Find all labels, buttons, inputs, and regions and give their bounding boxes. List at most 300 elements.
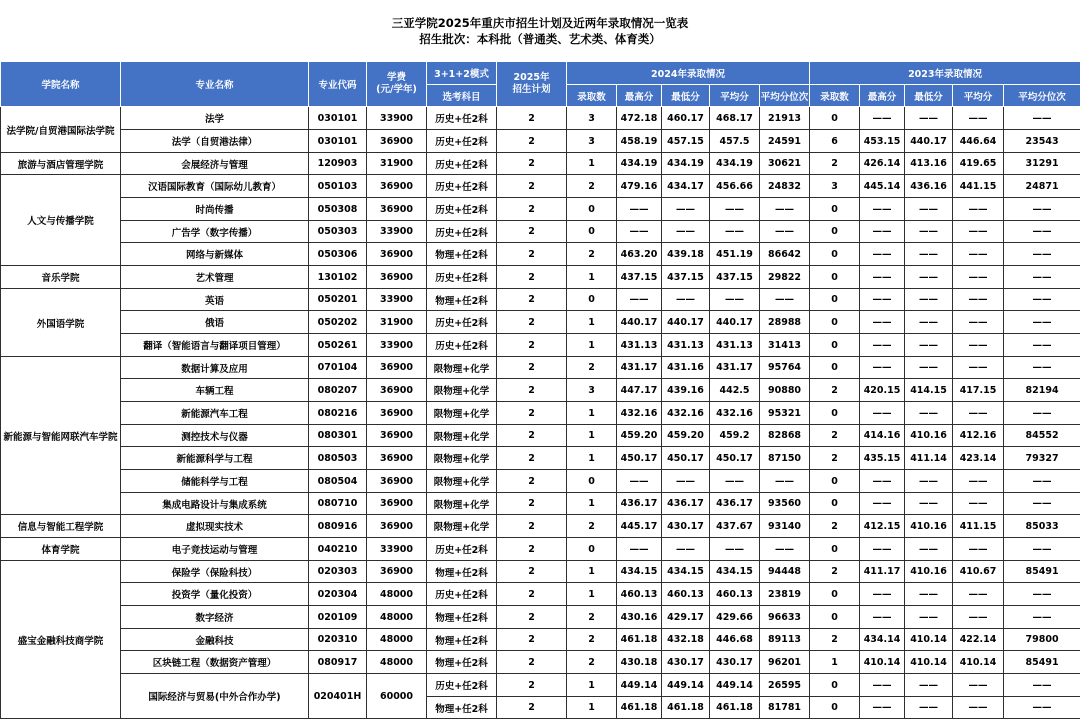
cell-code: 080916	[309, 515, 367, 538]
cell-admitted-2024: 1	[567, 425, 617, 447]
cell-admitted-2024: 1	[567, 266, 617, 289]
cell-max-2023: 434.14	[860, 629, 905, 651]
cell-rank-2023: ——	[1004, 606, 1080, 629]
cell-max-2023: ——	[860, 674, 905, 697]
cell-max-2023: ——	[860, 470, 905, 493]
cell-max-2024: 461.18	[617, 697, 662, 719]
cell-max-2024: 430.18	[617, 651, 662, 674]
cell-rank-2024: 93140	[760, 515, 810, 538]
cell-max-2024: 450.17	[617, 447, 662, 470]
header-plan: 2025年 招生计划	[497, 62, 567, 107]
cell-admitted-2023: 0	[810, 266, 860, 289]
cell-min-2024: 434.17	[662, 175, 710, 198]
table-row	[1, 493, 1080, 515]
cell-rank-2024: 95321	[760, 402, 810, 425]
cell-fee: 33900	[367, 538, 427, 561]
cell-max-2023: ——	[860, 357, 905, 379]
cell-code: 020109	[309, 606, 367, 629]
cell-max-2023: ——	[860, 266, 905, 289]
cell-fee: 36900	[367, 515, 427, 538]
cell-plan: 2	[497, 334, 567, 357]
cell-code: 020310	[309, 629, 367, 651]
cell-plan: 2	[497, 175, 567, 198]
table-row	[1, 266, 1080, 289]
cell-min-2023: 414.15	[905, 379, 953, 402]
header-college: 学院名称	[1, 62, 121, 107]
cell-min-2024: 429.17	[662, 606, 710, 629]
cell-subjects: 历史+任2科	[427, 130, 497, 153]
cell-code: 050308	[309, 198, 367, 221]
cell-major: 虚拟现实技术	[121, 515, 309, 538]
cell-avg-2023: 446.64	[953, 130, 1004, 153]
cell-avg-2023: 422.14	[953, 629, 1004, 651]
cell-avg-2024: 434.19	[710, 153, 760, 175]
cell-min-2024: 437.15	[662, 266, 710, 289]
cell-avg-2023: ——	[953, 538, 1004, 561]
cell-avg-2024: 451.19	[710, 243, 760, 266]
cell-max-2024: 461.18	[617, 629, 662, 651]
cell-subjects: 历史+任2科	[427, 538, 497, 561]
cell-avg-2024: 436.17	[710, 493, 760, 515]
cell-rank-2023: 85491	[1004, 561, 1080, 583]
cell-avg-2024: 446.68	[710, 629, 760, 651]
cell-rank-2023: ——	[1004, 583, 1080, 606]
cell-major: 新能源科学与工程	[121, 447, 309, 470]
cell-code: 070104	[309, 357, 367, 379]
cell-rank-2023: 23543	[1004, 130, 1080, 153]
cell-min-2023: ——	[905, 493, 953, 515]
table-row	[1, 130, 1080, 153]
cell-major: 翻译（智能语言与翻译项目管理）	[121, 334, 309, 357]
table-row	[1, 629, 1080, 651]
header-avg-2024: 平均分	[710, 85, 760, 107]
cell-min-2024: 432.18	[662, 629, 710, 651]
header-admitted-2023: 录取数	[810, 85, 860, 107]
table-row	[1, 311, 1080, 334]
cell-rank-2023: 84552	[1004, 425, 1080, 447]
cell-avg-2023: ——	[953, 311, 1004, 334]
header-rank-2024: 平均分位次	[760, 85, 810, 107]
cell-rank-2024: 31413	[760, 334, 810, 357]
cell-admitted-2023: 0	[810, 198, 860, 221]
cell-min-2023: 410.14	[905, 629, 953, 651]
cell-major: 测控技术与仪器	[121, 425, 309, 447]
cell-plan: 2	[497, 561, 567, 583]
table-row	[1, 538, 1080, 561]
cell-avg-2023: ——	[953, 493, 1004, 515]
cell-admitted-2023: 2	[810, 561, 860, 583]
cell-major: 汉语国际教育（国际幼儿教育）	[121, 175, 309, 198]
cell-subjects: 历史+任2科	[427, 107, 497, 130]
cell-rank-2024: 87150	[760, 447, 810, 470]
table-row	[1, 674, 1080, 697]
cell-code: 080504	[309, 470, 367, 493]
cell-avg-2024: 450.17	[710, 447, 760, 470]
cell-code: 030101	[309, 107, 367, 130]
cell-code: 080503	[309, 447, 367, 470]
cell-rank-2023: ——	[1004, 493, 1080, 515]
cell-college: 音乐学院	[1, 266, 121, 289]
cell-min-2024: 457.15	[662, 130, 710, 153]
cell-min-2024: 450.17	[662, 447, 710, 470]
cell-max-2023: ——	[860, 583, 905, 606]
cell-avg-2024: 429.66	[710, 606, 760, 629]
cell-min-2023: ——	[905, 402, 953, 425]
cell-rank-2023: 85033	[1004, 515, 1080, 538]
cell-min-2023: ——	[905, 470, 953, 493]
cell-major: 区块链工程（数据资产管理）	[121, 651, 309, 674]
cell-avg-2023: ——	[953, 606, 1004, 629]
cell-max-2023: ——	[860, 243, 905, 266]
cell-rank-2024: 23819	[760, 583, 810, 606]
cell-major: 国际经济与贸易(中外合作办学)	[121, 674, 309, 719]
cell-avg-2024: 461.18	[710, 697, 760, 719]
cell-rank-2023: 31291	[1004, 153, 1080, 175]
table-row	[1, 583, 1080, 606]
cell-fee: 48000	[367, 629, 427, 651]
cell-rank-2023: ——	[1004, 697, 1080, 719]
cell-subjects: 历史+任2科	[427, 334, 497, 357]
cell-min-2023: ——	[905, 606, 953, 629]
cell-major: 集成电路设计与集成系统	[121, 493, 309, 515]
table-row	[1, 357, 1080, 379]
cell-fee: 33900	[367, 221, 427, 243]
cell-min-2023: 413.16	[905, 153, 953, 175]
cell-fee: 36900	[367, 493, 427, 515]
cell-rank-2023: ——	[1004, 289, 1080, 311]
cell-min-2024: 436.17	[662, 493, 710, 515]
cell-rank-2023: ——	[1004, 538, 1080, 561]
cell-fee: 31900	[367, 153, 427, 175]
cell-max-2024: 437.15	[617, 266, 662, 289]
cell-max-2024: 463.20	[617, 243, 662, 266]
cell-max-2024: 434.15	[617, 561, 662, 583]
cell-avg-2023: ——	[953, 221, 1004, 243]
cell-code: 040210	[309, 538, 367, 561]
cell-admitted-2024: 2	[567, 606, 617, 629]
cell-admitted-2024: 1	[567, 402, 617, 425]
cell-admitted-2024: 2	[567, 651, 617, 674]
cell-subjects: 物理+任2科	[427, 289, 497, 311]
cell-avg-2023: ——	[953, 289, 1004, 311]
cell-max-2023: ——	[860, 493, 905, 515]
cell-avg-2023: 410.67	[953, 561, 1004, 583]
cell-fee: 36900	[367, 130, 427, 153]
cell-admitted-2023: 0	[810, 402, 860, 425]
cell-code: 050261	[309, 334, 367, 357]
cell-min-2024: 430.17	[662, 515, 710, 538]
cell-min-2023: 440.17	[905, 130, 953, 153]
cell-fee: 36900	[367, 470, 427, 493]
cell-rank-2024: ——	[760, 221, 810, 243]
cell-plan: 2	[497, 493, 567, 515]
cell-min-2023: ——	[905, 266, 953, 289]
cell-max-2024: 434.19	[617, 153, 662, 175]
cell-college: 人文与传播学院	[1, 175, 121, 266]
cell-admitted-2023: 2	[810, 153, 860, 175]
cell-fee: 36900	[367, 175, 427, 198]
cell-avg-2023: ——	[953, 697, 1004, 719]
cell-rank-2024: 81781	[760, 697, 810, 719]
cell-max-2023: ——	[860, 221, 905, 243]
header-min-2023: 最低分	[905, 85, 953, 107]
cell-fee: 60000	[367, 674, 427, 719]
cell-rank-2024: 86642	[760, 243, 810, 266]
cell-rank-2024: 90880	[760, 379, 810, 402]
cell-admitted-2024: 1	[567, 311, 617, 334]
cell-subjects: 限物理+化学	[427, 425, 497, 447]
cell-max-2024: ——	[617, 289, 662, 311]
cell-college: 体育学院	[1, 538, 121, 561]
table-row	[1, 198, 1080, 221]
cell-subjects: 历史+任2科	[427, 311, 497, 334]
cell-avg-2024: 437.67	[710, 515, 760, 538]
cell-college: 新能源与智能网联汽车学院	[1, 357, 121, 515]
header-rank-2023: 平均分位次	[1004, 85, 1080, 107]
cell-rank-2024: 24832	[760, 175, 810, 198]
cell-rank-2023: ——	[1004, 334, 1080, 357]
cell-avg-2023: ——	[953, 470, 1004, 493]
cell-plan: 2	[497, 538, 567, 561]
cell-avg-2023: 441.15	[953, 175, 1004, 198]
cell-subjects: 历史+任2科	[427, 221, 497, 243]
cell-admitted-2024: 2	[567, 515, 617, 538]
cell-rank-2024: 93560	[760, 493, 810, 515]
cell-fee: 36900	[367, 379, 427, 402]
cell-rank-2023: 24871	[1004, 175, 1080, 198]
cell-min-2023: 410.16	[905, 515, 953, 538]
cell-min-2024: ——	[662, 470, 710, 493]
cell-admitted-2024: 2	[567, 357, 617, 379]
cell-min-2023: 410.14	[905, 651, 953, 674]
cell-major: 电子竞技运动与管理	[121, 538, 309, 561]
cell-subjects: 限物理+化学	[427, 470, 497, 493]
cell-avg-2024: ——	[710, 221, 760, 243]
cell-admitted-2024: 3	[567, 107, 617, 130]
cell-avg-2024: 434.15	[710, 561, 760, 583]
cell-min-2023: ——	[905, 583, 953, 606]
cell-major: 储能科学与工程	[121, 470, 309, 493]
cell-fee: 48000	[367, 583, 427, 606]
cell-major: 广告学（数字传播）	[121, 221, 309, 243]
cell-admitted-2024: 0	[567, 470, 617, 493]
cell-rank-2023: ——	[1004, 357, 1080, 379]
cell-fee: 36900	[367, 561, 427, 583]
cell-avg-2024: 459.2	[710, 425, 760, 447]
cell-avg-2023: ——	[953, 198, 1004, 221]
cell-min-2024: 431.13	[662, 334, 710, 357]
cell-subjects: 历史+任2科	[427, 583, 497, 606]
cell-admitted-2023: 0	[810, 470, 860, 493]
cell-admitted-2023: 0	[810, 289, 860, 311]
table-row	[1, 107, 1080, 130]
cell-min-2023: 436.16	[905, 175, 953, 198]
cell-avg-2023: 411.15	[953, 515, 1004, 538]
cell-admitted-2024: 1	[567, 583, 617, 606]
cell-subjects: 历史+任2科	[427, 153, 497, 175]
cell-admitted-2024: 1	[567, 334, 617, 357]
cell-plan: 2	[497, 402, 567, 425]
cell-code: 050103	[309, 175, 367, 198]
cell-plan: 2	[497, 697, 567, 719]
cell-max-2023: 410.14	[860, 651, 905, 674]
cell-min-2024: 449.14	[662, 674, 710, 697]
cell-admitted-2023: 3	[810, 175, 860, 198]
cell-rank-2023: ——	[1004, 311, 1080, 334]
table-row	[1, 447, 1080, 470]
cell-admitted-2024: 1	[567, 493, 617, 515]
cell-max-2024: 432.16	[617, 402, 662, 425]
cell-min-2023: ——	[905, 674, 953, 697]
cell-code: 080710	[309, 493, 367, 515]
cell-max-2023: ——	[860, 311, 905, 334]
cell-max-2024: ——	[617, 538, 662, 561]
cell-code: 020401H	[309, 674, 367, 719]
cell-avg-2023: 419.65	[953, 153, 1004, 175]
cell-rank-2023: ——	[1004, 221, 1080, 243]
cell-max-2024: 440.17	[617, 311, 662, 334]
cell-admitted-2024: 1	[567, 561, 617, 583]
cell-max-2024: 430.16	[617, 606, 662, 629]
cell-code: 080917	[309, 651, 367, 674]
cell-max-2023: 426.14	[860, 153, 905, 175]
cell-max-2023: ——	[860, 402, 905, 425]
cell-max-2024: 458.19	[617, 130, 662, 153]
cell-major: 会展经济与管理	[121, 153, 309, 175]
cell-admitted-2023: 1	[810, 651, 860, 674]
cell-plan: 2	[497, 515, 567, 538]
cell-plan: 2	[497, 651, 567, 674]
cell-min-2024: 434.15	[662, 561, 710, 583]
cell-major: 保险学（保险科技）	[121, 561, 309, 583]
cell-max-2023: ——	[860, 606, 905, 629]
header-subjects: 选考科目	[427, 85, 497, 107]
header-min-2024: 最低分	[662, 85, 710, 107]
cell-admitted-2024: 1	[567, 447, 617, 470]
cell-min-2024: 460.17	[662, 107, 710, 130]
cell-avg-2023: ——	[953, 357, 1004, 379]
cell-plan: 2	[497, 470, 567, 493]
cell-code: 080216	[309, 402, 367, 425]
cell-plan: 2	[497, 266, 567, 289]
cell-major: 投资学（量化投资）	[121, 583, 309, 606]
cell-max-2023: 420.15	[860, 379, 905, 402]
cell-max-2023: 435.15	[860, 447, 905, 470]
cell-max-2023: 412.15	[860, 515, 905, 538]
cell-max-2023: ——	[860, 334, 905, 357]
cell-min-2023: ——	[905, 198, 953, 221]
cell-major: 网络与新媒体	[121, 243, 309, 266]
cell-min-2023: ——	[905, 538, 953, 561]
cell-major: 金融科技	[121, 629, 309, 651]
header-fee: 学费 (元/学年)	[367, 62, 427, 107]
cell-plan: 2	[497, 425, 567, 447]
table-row	[1, 334, 1080, 357]
cell-subjects: 物理+任2科	[427, 606, 497, 629]
cell-plan: 2	[497, 606, 567, 629]
table-row	[1, 425, 1080, 447]
cell-max-2023: ——	[860, 107, 905, 130]
cell-major: 车辆工程	[121, 379, 309, 402]
cell-avg-2023: ——	[953, 243, 1004, 266]
cell-avg-2024: ——	[710, 470, 760, 493]
cell-admitted-2023: 0	[810, 221, 860, 243]
cell-avg-2024: 431.13	[710, 334, 760, 357]
cell-avg-2024: 440.17	[710, 311, 760, 334]
cell-admitted-2023: 2	[810, 425, 860, 447]
cell-plan: 2	[497, 130, 567, 153]
header-major: 专业名称	[121, 62, 309, 107]
table-header	[1, 62, 1080, 107]
cell-plan: 2	[497, 221, 567, 243]
cell-admitted-2024: 0	[567, 221, 617, 243]
cell-admitted-2023: 2	[810, 447, 860, 470]
cell-rank-2023: ——	[1004, 198, 1080, 221]
cell-max-2024: ——	[617, 198, 662, 221]
cell-plan: 2	[497, 198, 567, 221]
cell-major: 俄语	[121, 311, 309, 334]
cell-major: 时尚传播	[121, 198, 309, 221]
cell-code: 050202	[309, 311, 367, 334]
table-row	[1, 243, 1080, 266]
cell-avg-2024: 432.16	[710, 402, 760, 425]
cell-plan: 2	[497, 153, 567, 175]
cell-min-2023: ——	[905, 221, 953, 243]
cell-max-2023: ——	[860, 289, 905, 311]
cell-college: 盛宝金融科技商学院	[1, 561, 121, 719]
table-row	[1, 221, 1080, 243]
cell-major: 艺术管理	[121, 266, 309, 289]
cell-min-2023: ——	[905, 697, 953, 719]
cell-rank-2024: ——	[760, 470, 810, 493]
cell-fee: 31900	[367, 311, 427, 334]
table-row	[1, 515, 1080, 538]
cell-plan: 2	[497, 379, 567, 402]
cell-avg-2024: 430.17	[710, 651, 760, 674]
cell-admitted-2023: 2	[810, 515, 860, 538]
cell-rank-2024: 95764	[760, 357, 810, 379]
table-row	[1, 470, 1080, 493]
cell-rank-2023: 79800	[1004, 629, 1080, 651]
cell-subjects: 物理+任2科	[427, 561, 497, 583]
cell-plan: 2	[497, 289, 567, 311]
cell-rank-2023: ——	[1004, 266, 1080, 289]
cell-max-2024: 459.20	[617, 425, 662, 447]
page-title: 三亚学院2025年重庆市招生计划及近两年录取情况一览表	[391, 16, 689, 30]
cell-avg-2024: 449.14	[710, 674, 760, 697]
cell-admitted-2024: 0	[567, 198, 617, 221]
cell-max-2024: ——	[617, 470, 662, 493]
cell-admitted-2023: 0	[810, 583, 860, 606]
cell-subjects: 限物理+化学	[427, 379, 497, 402]
cell-rank-2024: 30621	[760, 153, 810, 175]
cell-admitted-2024: 2	[567, 175, 617, 198]
page-subtitle: 招生批次：本科批（普通类、艺术类、体育类）	[419, 32, 661, 46]
cell-admitted-2023: 2	[810, 629, 860, 651]
cell-min-2023: 410.16	[905, 561, 953, 583]
cell-subjects: 限物理+化学	[427, 447, 497, 470]
cell-admitted-2023: 2	[810, 379, 860, 402]
cell-avg-2023: ——	[953, 107, 1004, 130]
cell-subjects: 历史+任2科	[427, 175, 497, 198]
cell-subjects: 限物理+化学	[427, 357, 497, 379]
cell-plan: 2	[497, 674, 567, 697]
cell-plan: 2	[497, 357, 567, 379]
header-2024: 2024年录取情况	[567, 62, 810, 85]
cell-min-2024: 430.17	[662, 651, 710, 674]
cell-min-2024: 461.18	[662, 697, 710, 719]
cell-min-2024: ——	[662, 538, 710, 561]
